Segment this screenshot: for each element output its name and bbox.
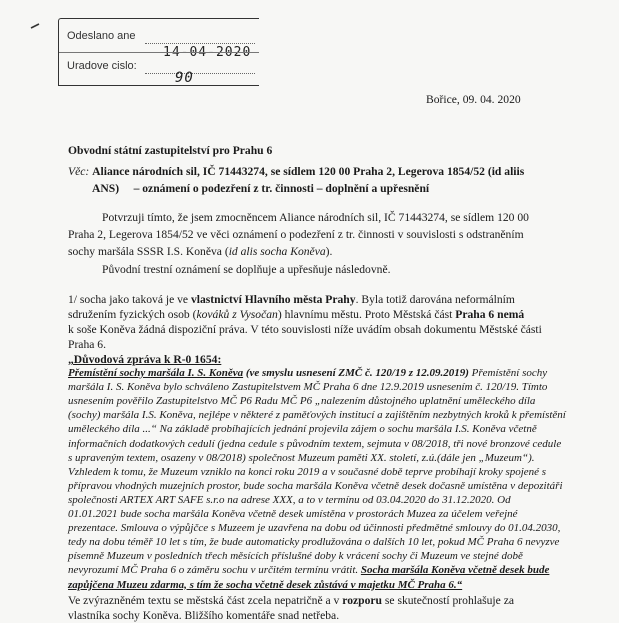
quote-line-15-start: nevyrozumí MČ Praha 6 o záměru sochu v určitém termínu vrátit. bbox=[68, 564, 361, 577]
stamp-divider bbox=[59, 52, 259, 53]
section1-line-3: k soše Koněva žádná dispoziční práva. V této souvislosti níže uvádím obsah dokumentu Městské části bbox=[68, 323, 542, 336]
pen-mark-icon bbox=[30, 22, 40, 30]
section1-b1: sdružením fyzických osob ( bbox=[68, 308, 197, 321]
quote-line-16: zapůjčena Muzeu zdarma, s tím že socha včetně desek zůstává v majetku MČ Praha 6.“ bbox=[68, 578, 463, 591]
quote-line-3: usnesením pověřilo Zastupitelstvo MČ P6 Radu MČ P6 „nalezením důstojného uplatnění uměleckého díla bbox=[68, 395, 536, 408]
quote-line-9: přípravou vhodných muzejních prostor, bude socha maršála Koněva včetně desek dočasně umístěna v depozitáři bbox=[68, 479, 563, 492]
section1-b3: ) hlavnímu městu. Proto Městská část bbox=[277, 308, 456, 321]
closing-line-1 bbox=[68, 593, 514, 608]
section1-line-4: Praha 6. bbox=[68, 338, 106, 351]
quote-line-1 bbox=[68, 366, 547, 381]
subject-label: Věc: bbox=[68, 165, 90, 178]
intro-line-3-italic: id alis socha Koněva bbox=[228, 245, 326, 258]
quote-line-13: tedy na dobu téměř 10 let s tím, že bude automaticky prodlužována o dalších 10 let, pokud MČ Praha 6 nevyzve bbox=[68, 536, 560, 549]
closing-a3: se skutečností prohlašuje za bbox=[381, 593, 514, 607]
quote-heading-tail: Přemístění sochy bbox=[468, 367, 548, 379]
quote-line-7: s upraveným textem, osazeny v 08/2018) společnost Muzeum paměti XX. století, z.ú.(dále jen „Muzeum“). bbox=[68, 451, 535, 464]
closing-a2: rozporu bbox=[342, 593, 382, 607]
intro-line-1: Potvrzuji tímto, že jsem zmocněncem Aliance národních sil, IČ 71443274, se sídlem 120 00 bbox=[102, 211, 529, 224]
section1-b4: Praha 6 nemá bbox=[455, 308, 525, 321]
addressee: Obvodní státní zastupitelství pro Prahu 6 bbox=[68, 144, 273, 157]
subject-line-2 bbox=[92, 181, 429, 196]
intro-line-3 bbox=[68, 244, 332, 259]
stamp-line bbox=[145, 73, 255, 74]
subject-abbr: ANS) bbox=[92, 182, 120, 195]
quote-line-10: společnosti ARTEX ART SAFE s.r.o na adrese XXX, a to v termínu od 03.04.2020 do 31.12.2020. Od bbox=[68, 493, 511, 506]
intro-line-2: Praha 2, Legerova 1854/52 ve věci oznámení o podezření z tr. činnosti v souvislosti s odstraněním bbox=[68, 228, 524, 241]
place-date: Bořice, 09. 04. 2020 bbox=[426, 93, 521, 106]
quote-line-15 bbox=[68, 563, 549, 578]
stamp-received-date: 14-04-2020 bbox=[163, 45, 252, 60]
subject-line-1 bbox=[68, 164, 524, 179]
section1-line-2 bbox=[68, 307, 524, 322]
received-stamp bbox=[58, 18, 259, 86]
stamp-reg-label: Uradove cislo: bbox=[67, 60, 137, 72]
subject-text-2: – oznámení o podezření z tr. činnosti – doplnění a upřesnění bbox=[133, 182, 430, 195]
stamp-received-label: Odeslano ane bbox=[67, 30, 136, 42]
closing-a1: Ve zvýrazněném textu se městská část zcela nepatričně a v bbox=[68, 593, 343, 607]
intro-line-3-end: ). bbox=[325, 245, 333, 258]
quote-title: „Důvodová zpráva k R-0 1654: bbox=[68, 353, 222, 366]
quote-line-14: písemně Muzeum v posledních třech měsících příslušné doby k vrácení sochy či Muzeum ve stejné době bbox=[68, 550, 523, 563]
quote-line-2: maršála I. S. Koněva bylo schváleno Zastupitelstvem MČ Praha 6 dne 12.9.2019 usnesením č. 120/19. Tímto bbox=[68, 381, 548, 394]
intro-line-3-start: sochy maršála SSSR I.S. Koněva ( bbox=[68, 245, 229, 258]
quote-line-11: 01.01.2021 bude socha maršála Koněva včetně desek umístěna v prostorách Muzea za účelem veřejné bbox=[68, 508, 518, 520]
stamp-reg-number: 90 bbox=[175, 70, 194, 86]
quote-heading: Přemístění sochy maršála I. S. Koněva bbox=[68, 367, 244, 379]
closing-line-2: vlastníka sochy Koněva. Bližšího komentáře snad netřeba. bbox=[68, 608, 340, 622]
quote-line-4: (sochy) maršála I.S. Koněva, nejlépe v některé z paměťových institucí a zajištěním nezbytných kroků k přemístění bbox=[68, 409, 566, 422]
section1-line-1 bbox=[68, 292, 515, 307]
quote-line-8: Vzhledem k tomu, že Muzeum vzniklo na konci roku 2019 a v současné době teprve probíhají kroky spojené s bbox=[68, 465, 547, 478]
section1-a3: . Byla totiž darována neformálním bbox=[355, 293, 515, 306]
stamp-line bbox=[145, 43, 255, 44]
quote-line-12: prezentace. Smlouva o výpůjčce s Muzeem je uzavřena na dobu od účinnosti předmětné smlouvy do 01.04.2030, bbox=[68, 522, 561, 535]
intro-line-4: Původní trestní oznámení se doplňuje a upřesňuje následovně. bbox=[102, 263, 391, 276]
section1-a2: vlastnictví Hlavního města Prahy bbox=[190, 293, 356, 306]
quote-line-5: uměleckého díla ...“ Na základě probíhajících jednání projevila zájem o sochu maršála I.S. Koněva včetně bbox=[68, 423, 537, 436]
section1-b2: kováků z Vysočan bbox=[196, 308, 278, 321]
section1-a1: 1/ socha jako taková je ve bbox=[68, 293, 191, 306]
quote-line-15-bold: Socha maršála Koněva včetně desek bude bbox=[360, 564, 550, 577]
subject-text-1: Aliance národních sil, IČ 71443274, se sídlem 120 00 Praha 2, Legerova 1854/52 (id aliis bbox=[92, 165, 525, 178]
quote-line-6: informačních dodatkových cedulí (jedna cedule s původním textem, sejmuta v 08/2018, tři nové bronzové cedule bbox=[68, 437, 562, 450]
quote-heading-ref: (ve smyslu usnesení ZMČ č. 120/19 z 12.09.2019) bbox=[243, 367, 469, 379]
